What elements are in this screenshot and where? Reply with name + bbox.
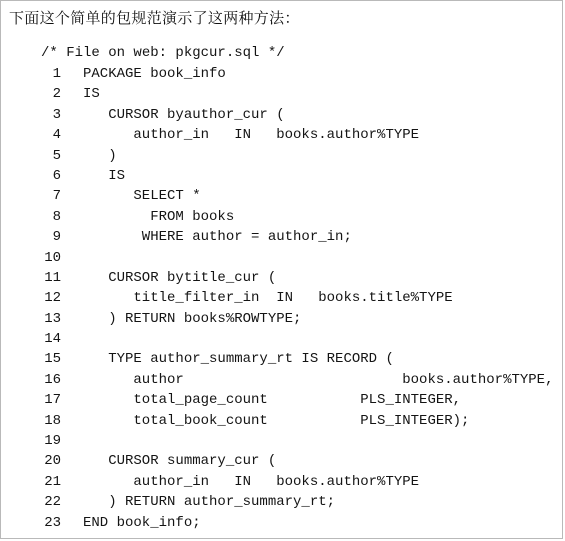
- line-number: 6: [52, 167, 61, 184]
- line-number: 9: [52, 229, 61, 246]
- code-text: author books.author%TYPE,: [83, 371, 554, 388]
- code-text: title_filter_in IN books.title%TYPE: [83, 290, 453, 307]
- line-number: 17: [44, 392, 61, 409]
- line-number: 23: [44, 514, 61, 531]
- code-text: total_page_count PLS_INTEGER,: [83, 392, 462, 409]
- code-text: author_in IN books.author%TYPE: [83, 473, 420, 490]
- line-number: 18: [44, 412, 61, 429]
- line-number: 22: [44, 494, 61, 511]
- code-text: CURSOR summary_cur (: [83, 453, 277, 470]
- code-text: ): [83, 147, 117, 164]
- line-number: 10: [44, 249, 61, 266]
- code-text: PACKAGE book_info: [83, 66, 226, 82]
- code-text: IS: [83, 167, 126, 184]
- line-number: 21: [44, 473, 61, 490]
- code-text: author_in IN books.author%TYPE: [83, 127, 420, 144]
- line-number: 2: [52, 86, 61, 103]
- code-text: TYPE author_summary_rt IS RECORD (: [83, 351, 394, 368]
- line-number: 15: [44, 351, 61, 368]
- code-text: CURSOR bytitle_cur (: [83, 269, 277, 286]
- code-text: WHERE author = author_in;: [83, 229, 352, 246]
- intro-paragraph: 下面这个简单的包规范演示了这两种方法：: [9, 9, 300, 27]
- code-text: END book_info;: [83, 514, 201, 531]
- line-number: 1: [52, 66, 61, 82]
- line-number: 4: [52, 127, 61, 144]
- code-text: ) RETURN books%ROWTYPE;: [83, 310, 302, 327]
- code-header-comment: /* File on web: pkgcur.sql */: [41, 45, 285, 61]
- code-text: CURSOR byauthor_cur (: [83, 106, 285, 123]
- code-text: total_book_count PLS_INTEGER);: [83, 412, 470, 429]
- line-number: 14: [44, 331, 61, 348]
- code-text: FROM books: [83, 208, 235, 225]
- line-number: 13: [44, 310, 61, 327]
- code-text: IS: [83, 86, 100, 103]
- line-number: 7: [52, 188, 61, 205]
- line-number: 5: [52, 147, 61, 164]
- code-text: ) RETURN author_summary_rt;: [83, 494, 336, 511]
- line-number: 11: [44, 269, 61, 286]
- code-text: SELECT *: [83, 188, 201, 205]
- line-number: 20: [44, 453, 61, 470]
- line-number: 8: [52, 208, 61, 225]
- line-number: 3: [52, 106, 61, 123]
- line-number: 19: [44, 433, 61, 450]
- line-number: 12: [44, 290, 61, 307]
- line-number: 16: [44, 371, 61, 388]
